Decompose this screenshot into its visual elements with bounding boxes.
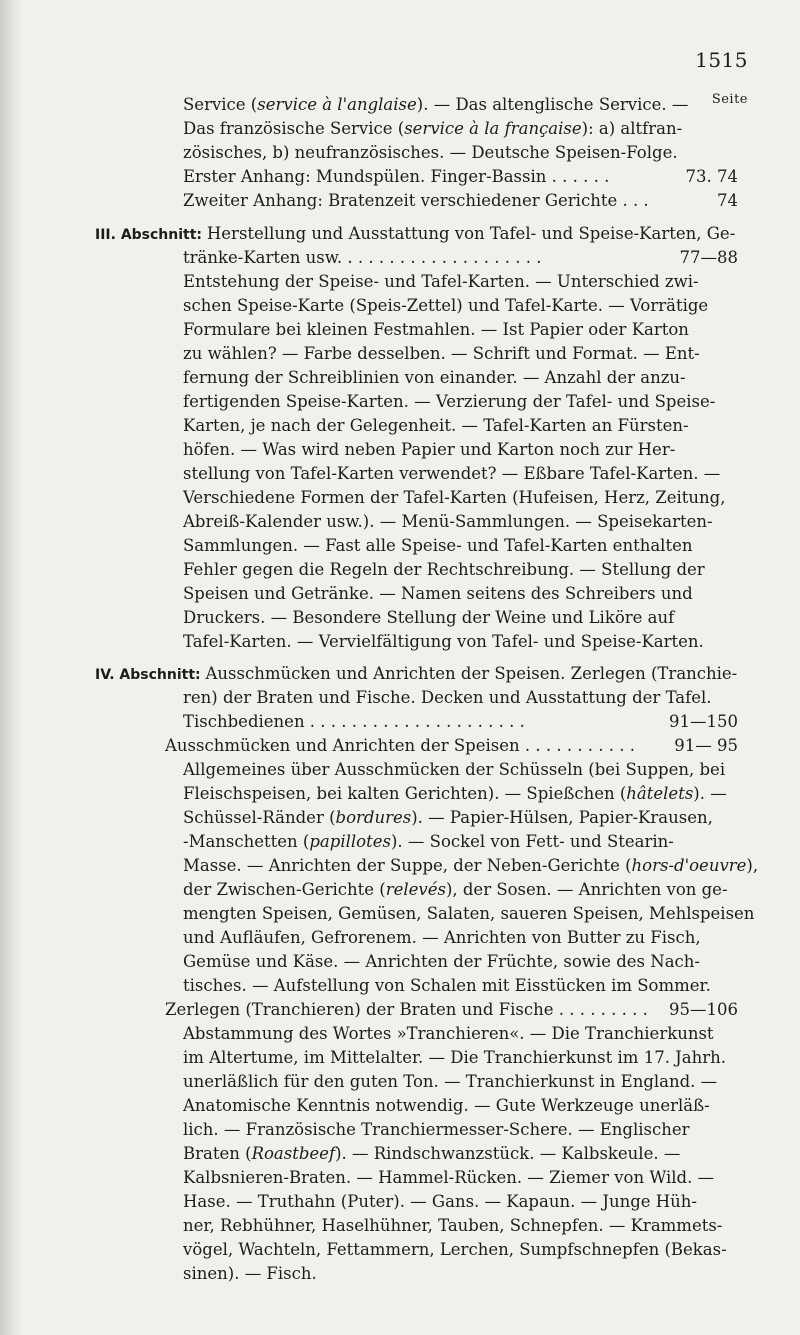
toc-page-ref: 74 bbox=[717, 191, 738, 210]
toc-text: fernung der Schreiblinien von einander. — Anzahl der anzu- bbox=[183, 368, 686, 387]
toc-text: stellung von Tafel-Karten verwendet? — Eßbare Tafel-Karten. — bbox=[183, 464, 721, 483]
toc-line bbox=[183, 510, 713, 534]
toc-text: Service (service à l'anglaise). — Das altenglische Service. — bbox=[183, 95, 689, 114]
toc-line bbox=[183, 902, 754, 926]
toc-text: Masse. — Anrichten der Suppe, der Neben-Gerichte (hors-d'oeuvre), bbox=[183, 856, 759, 875]
toc-line bbox=[183, 534, 692, 558]
toc-text: Das französische Service (service à la française): a) altfran- bbox=[183, 119, 683, 138]
toc-line bbox=[165, 998, 648, 1022]
toc-line bbox=[183, 806, 713, 830]
toc-text: schen Speise-Karte (Speis-Zettel) und Tafel-Karte. — Vorrätige bbox=[183, 296, 709, 315]
toc-text: Herstellung und Ausstattung von Tafel- und Speise-Karten, Ge- bbox=[206, 224, 736, 243]
toc-text: Abstammung des Wortes »Tranchieren«. — Die Tranchierkunst bbox=[183, 1024, 714, 1043]
toc-line bbox=[183, 342, 700, 366]
toc-line bbox=[183, 606, 674, 630]
toc-line bbox=[183, 294, 708, 318]
page-number: 1515 bbox=[695, 48, 748, 72]
toc-line bbox=[183, 462, 720, 486]
toc-line bbox=[183, 1022, 714, 1046]
toc-line bbox=[183, 366, 686, 390]
toc-text: Zweiter Anhang: Bratenzeit verschiedener Gerichte . . . bbox=[183, 191, 649, 210]
toc-text: und Aufläufen, Gefrorenem. — Anrichten von Butter zu Fisch, bbox=[183, 928, 701, 947]
toc-text: Gemüse und Käse. — Anrichten der Früchte, sowie des Nach- bbox=[183, 952, 700, 971]
toc-line bbox=[183, 582, 693, 606]
toc-text: -Manschetten (papillotes). — Sockel von Fett- und Stearin- bbox=[183, 832, 674, 851]
toc-line bbox=[183, 438, 675, 462]
toc-text: im Altertume, im Mittelalter. — Die Tranchierkunst im 17. Jahrh. bbox=[183, 1048, 727, 1067]
toc-page-ref: 91— 95 bbox=[674, 736, 738, 755]
toc-line bbox=[183, 141, 678, 165]
page-column-label: Seite bbox=[711, 92, 748, 107]
toc-text: Erster Anhang: Mundspülen. Finger-Bassin . . . . . . bbox=[183, 167, 610, 186]
toc-line bbox=[183, 1070, 717, 1094]
toc-line bbox=[183, 414, 689, 438]
toc-line bbox=[183, 830, 674, 854]
toc-text: Braten (Roastbeef). — Rindschwanzstück. — Kalbskeule. — bbox=[183, 1144, 681, 1163]
toc-text: Ausschmücken und Anrichten der Speisen. Zerlegen (Tranchie- bbox=[205, 664, 738, 683]
toc-line bbox=[165, 734, 635, 758]
toc-line bbox=[183, 246, 541, 270]
toc-line bbox=[183, 1046, 726, 1070]
toc-line bbox=[183, 782, 727, 806]
toc-line bbox=[183, 950, 700, 974]
toc-text: Speisen und Getränke. — Namen seitens des Schreibers und bbox=[183, 584, 693, 603]
toc-line bbox=[183, 1118, 690, 1142]
toc-line bbox=[183, 165, 609, 189]
toc-text: Tischbedienen . . . . . . . . . . . . . . . . . . . . . bbox=[183, 712, 525, 731]
toc-line bbox=[183, 1214, 722, 1238]
toc-line bbox=[183, 854, 758, 878]
toc-line bbox=[183, 1190, 697, 1214]
toc-text: Sammlungen. — Fast alle Speise- und Tafel-Karten enthalten bbox=[183, 536, 693, 555]
toc-page-ref: 73. 74 bbox=[685, 167, 738, 186]
page-edge-shadow bbox=[0, 0, 22, 1335]
toc-line bbox=[183, 974, 711, 998]
toc-text: zu wählen? — Farbe desselben. — Schrift und Format. — Ent- bbox=[183, 344, 700, 363]
toc-page-ref: 95—106 bbox=[669, 1000, 738, 1019]
toc-text: höfen. — Was wird neben Papier und Karton noch zur Her- bbox=[183, 440, 676, 459]
toc-line bbox=[183, 630, 704, 654]
toc-text: zösisches, b) neufranzösisches. — Deutsche Speisen-Folge. bbox=[183, 143, 678, 162]
section-label: IV. Abschnitt: bbox=[95, 667, 206, 683]
toc-line bbox=[95, 222, 735, 247]
toc-text: Schüssel-Ränder (bordures). — Papier-Hülsen, Papier-Krausen, bbox=[183, 808, 713, 827]
toc-page-ref: 91—150 bbox=[669, 712, 738, 731]
toc-line bbox=[183, 1238, 727, 1262]
toc-line bbox=[183, 926, 701, 950]
toc-text: vögel, Wachteln, Fettammern, Lerchen, Sumpfschnepfen (Bekas- bbox=[183, 1240, 727, 1259]
toc-text: tränke-Karten usw. . . . . . . . . . . . . . . . . . . . bbox=[183, 248, 542, 267]
toc-line bbox=[183, 486, 725, 510]
toc-line bbox=[183, 710, 525, 734]
toc-text: tisches. — Aufstellung von Schalen mit Eisstücken im Sommer. bbox=[183, 976, 711, 995]
toc-line bbox=[183, 189, 649, 213]
toc-text: Zerlegen (Tranchieren) der Braten und Fische . . . . . . . . . bbox=[165, 1000, 648, 1019]
toc-text: mengten Speisen, Gemüsen, Salaten, saueren Speisen, Mehlspeisen bbox=[183, 904, 755, 923]
toc-page-ref: 77—88 bbox=[679, 248, 738, 267]
toc-text: Fehler gegen die Regeln der Rechtschreibung. — Stellung der bbox=[183, 560, 705, 579]
toc-text: sinen). — Fisch. bbox=[183, 1264, 317, 1283]
toc-text: Verschiedene Formen der Tafel-Karten (Hufeisen, Herz, Zeitung, bbox=[183, 488, 726, 507]
toc-text: Formulare bei kleinen Festmahlen. — Ist Papier oder Karton bbox=[183, 320, 689, 339]
toc-text: Fleischspeisen, bei kalten Gerichten). — Spießchen (hâtelets). — bbox=[183, 784, 727, 803]
toc-text: Tafel-Karten. — Vervielfältigung von Tafel- und Speise-Karten. bbox=[183, 632, 704, 651]
toc-line bbox=[183, 1094, 710, 1118]
toc-text: der Zwischen-Gerichte (relevés), der Sosen. — Anrichten von ge- bbox=[183, 880, 728, 899]
toc-text: Allgemeines über Ausschmücken der Schüsseln (bei Suppen, bei bbox=[183, 760, 726, 779]
toc-line bbox=[183, 1142, 680, 1166]
toc-text: fertigenden Speise-Karten. — Verzierung der Tafel- und Speise- bbox=[183, 392, 716, 411]
toc-line bbox=[183, 1166, 714, 1190]
toc-text: Druckers. — Besondere Stellung der Weine und Liköre auf bbox=[183, 608, 675, 627]
toc-text: Hase. — Truthahn (Puter). — Gans. — Kapaun. — Junge Hüh- bbox=[183, 1192, 697, 1211]
toc-text: Entstehung der Speise- und Tafel-Karten. — Unterschied zwi- bbox=[183, 272, 699, 291]
toc-text: ner, Rebhühner, Haselhühner, Tauben, Schnepfen. — Krammets- bbox=[183, 1216, 723, 1235]
toc-line bbox=[183, 758, 725, 782]
toc-text: Kalbsnieren-Braten. — Hammel-Rücken. — Ziemer von Wild. — bbox=[183, 1168, 715, 1187]
toc-line bbox=[183, 117, 682, 141]
toc-text: Anatomische Kenntnis notwendig. — Gute Werkzeuge unerläß- bbox=[183, 1096, 710, 1115]
toc-line bbox=[95, 662, 737, 687]
toc-line bbox=[183, 1262, 317, 1286]
toc-line bbox=[183, 93, 688, 117]
toc-line bbox=[183, 558, 705, 582]
toc-text: Karten, je nach der Gelegenheit. — Tafel-Karten an Fürsten- bbox=[183, 416, 689, 435]
toc-line bbox=[183, 318, 689, 342]
toc-text: ren) der Braten und Fische. Decken und Ausstattung der Tafel. bbox=[183, 688, 712, 707]
toc-text: Abreiß-Kalender usw.). — Menü-Sammlungen. — Speisekarten- bbox=[183, 512, 713, 531]
toc-line bbox=[183, 270, 699, 294]
toc-text: Ausschmücken und Anrichten der Speisen . . . . . . . . . . . bbox=[165, 736, 636, 755]
toc-line bbox=[183, 686, 712, 710]
toc-text: unerläßlich für den guten Ton. — Tranchierkunst in England. — bbox=[183, 1072, 718, 1091]
toc-line bbox=[183, 390, 715, 414]
toc-text: lich. — Französische Tranchiermesser-Schere. — Englischer bbox=[183, 1120, 690, 1139]
section-label: III. Abschnitt: bbox=[95, 227, 207, 243]
toc-line bbox=[183, 878, 728, 902]
